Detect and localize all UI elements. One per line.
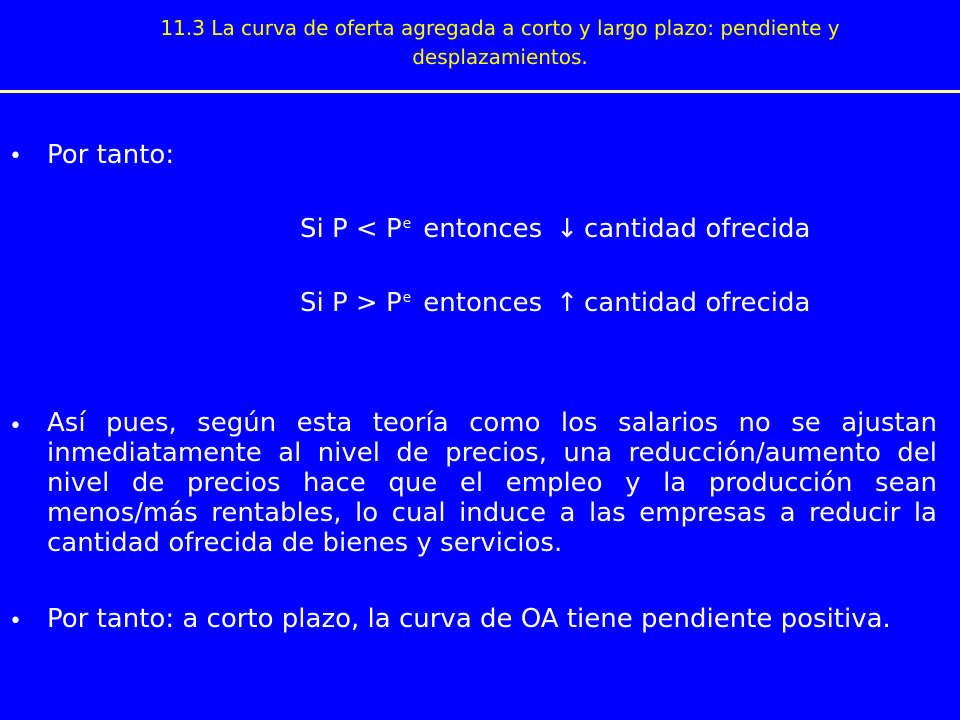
bullet-text-3: Por tanto: a corto plazo, la curva de OA tiene pendiente positiva.	[47, 604, 891, 634]
bullet-text-2: Así pues, según esta teoría como los salarios no se ajustan inmediatamente al nivel de precios, una reducción/aumento del nivel de precios hace que el empleo y la producción sean menos/más rentables, lo cual induce a las empresas a reducir la cantidad ofrecida de bienes y servicios.	[47, 408, 937, 558]
slide-title: 11.3 La curva de oferta agregada a corto y largo plazo: pendiente y desplazamientos.	[160, 16, 840, 69]
condition-lhs: Si P > P	[300, 288, 402, 318]
down-arrow-icon: ↓	[556, 214, 578, 244]
condition-then: entonces	[423, 288, 543, 318]
condition-result: cantidad ofrecida	[584, 214, 811, 244]
condition-superscript: e	[402, 290, 412, 306]
condition-then: entonces	[423, 214, 543, 244]
condition-line-1	[300, 213, 810, 245]
title-divider	[0, 90, 960, 93]
up-arrow-icon: ↑	[556, 288, 578, 318]
condition-superscript: e	[402, 216, 412, 232]
condition-result: cantidad ofrecida	[584, 288, 811, 318]
bullet-marker: •	[9, 609, 22, 634]
condition-line-2	[300, 287, 810, 319]
condition-lhs: Si P < P	[300, 214, 402, 244]
bullet-text-1: Por tanto:	[47, 140, 175, 170]
bullet-marker: •	[9, 144, 22, 169]
bullet-marker: •	[9, 414, 22, 439]
